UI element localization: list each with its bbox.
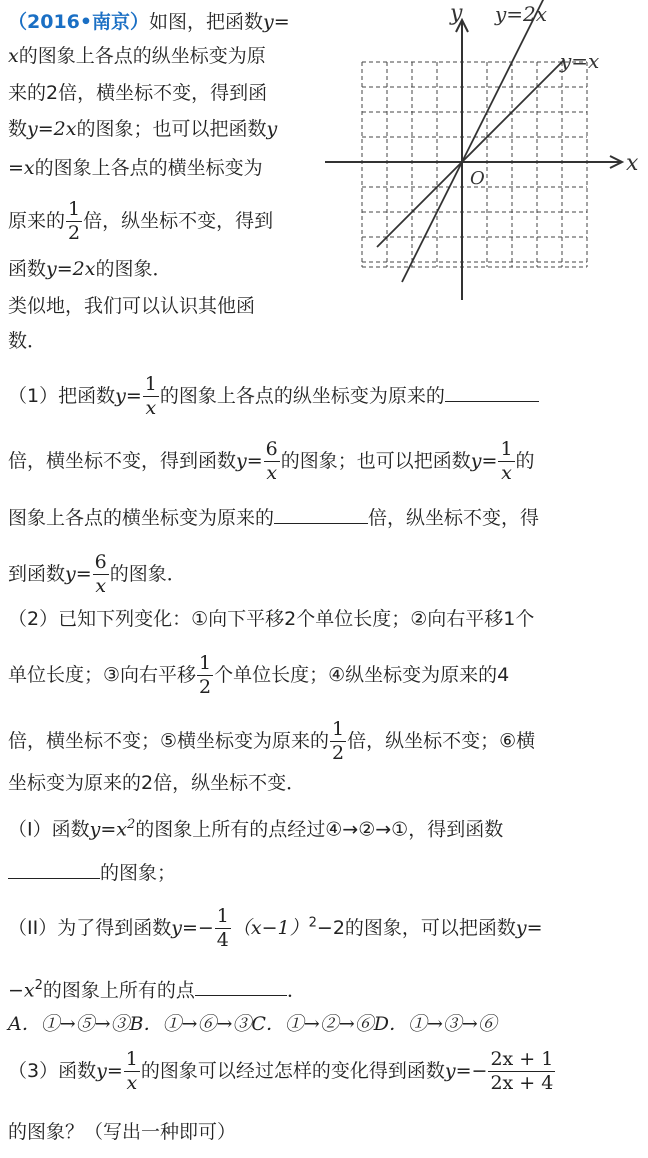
q2-sub2-answer-line: $-x^2$的图象上所有的点 ． <box>8 978 306 1002</box>
fraction-one-half: $\frac{1}{2}$ <box>199 652 212 698</box>
answer-blank-4[interactable] <box>195 977 287 996</box>
line-label-y-2x: y=2x <box>495 2 548 26</box>
intro-line-1: （2016•南京）如图，把函数y= <box>8 11 290 33</box>
q1-line-3: 图象上各点的横坐标变为原来的 倍，纵坐标不变，得 <box>8 507 540 529</box>
intro-line-2: x的图象上各点的纵坐标变为原 <box>8 45 266 67</box>
answer-blank-2[interactable] <box>274 505 368 524</box>
q1-line-1: （1）把函数y= $\frac{1}{x}$ 的图象上各点的纵坐标变为原来的 <box>8 375 539 418</box>
function-line-yx <box>377 60 565 248</box>
intro-line-7: 函数y=2x的图象． <box>8 258 172 280</box>
intro-line-6: 原来的 $\frac{1}{2}$ 倍，纵坐标不变，得到 <box>8 198 274 244</box>
intro-line-8: 类似地，我们可以认识其他函 <box>8 295 256 317</box>
coordinate-graph <box>320 0 648 305</box>
q2-line-4: 坐标变为原来的2倍，纵坐标不变． <box>8 772 306 794</box>
q1-line-4: 到函数y= $\frac{6}{x}$ 的图象． <box>8 551 186 597</box>
answer-blank-1[interactable] <box>445 383 539 402</box>
fraction-1-over-x: $\frac{1}{x}$ <box>500 438 513 484</box>
q2-line-2: 单位长度；③向右平移 $\frac{1}{2}$ 个单位长度；④纵坐标变为原来的4 <box>8 652 510 698</box>
q2-sub1-answer-line: 的图象； <box>8 860 176 886</box>
source-tag: （2016•南京） <box>8 11 150 33</box>
fraction-one-quarter: $\frac{1}{4}$ <box>216 905 229 951</box>
fraction-1-over-x: $\frac{1}{x}$ <box>144 373 157 419</box>
intro-line-3: 来的2倍，横坐标不变，得到函 <box>8 82 268 104</box>
y-axis-label: y <box>450 1 463 26</box>
x-axis-label: x <box>626 151 639 176</box>
q2-line-3: 倍，横坐标不变；⑤横坐标变为原来的 $\frac{1}{2}$ 倍，纵坐标不变；⑥横 <box>8 718 536 764</box>
fraction-one-half: $\frac{1}{2}$ <box>332 718 345 764</box>
fraction-6-over-x: $\frac{6}{x}$ <box>265 438 278 484</box>
q3-line-1: （3）函数y= $\frac{1}{x}$ 的图象可以经过怎样的变化得到函数y=− $\frac{2x + 1}{2x + 4}$ <box>8 1048 554 1094</box>
q2-sub1-line: （I）函数$y=x^2$的图象上所有的点经过④→②→①，得到函数 <box>8 817 504 841</box>
q1-line-2: 倍，横坐标不变，得到函数y= $\frac{6}{x}$ 的图象；也可以把函数y= $\frac{1}{x}$ 的 <box>8 438 535 484</box>
intro-line-9: 数． <box>8 330 47 352</box>
fraction-one-half: $\frac{1}{2}$ <box>68 198 81 244</box>
intro-line-4: 数y=2x的图象；也可以把函数y <box>8 118 278 140</box>
answer-blank-3[interactable] <box>8 860 100 879</box>
fraction-1-over-x: $\frac{1}{x}$ <box>125 1048 138 1094</box>
q3-line-2: 的图象？（写出一种即可） <box>8 1121 237 1143</box>
origin-label: O <box>470 168 485 189</box>
q2-options: A．①→⑤→③B．①→⑥→③C．①→②→⑥D．①→③→⑥ <box>8 1013 497 1035</box>
q2-sub2-line: （II）为了得到函数y=− $\frac{1}{4}$ $(x-1)^2-2$的图象，可以把函数y= <box>8 905 543 951</box>
function-lines <box>377 0 572 282</box>
intro-line-5: =x的图象上各点的横坐标变为 <box>8 157 263 179</box>
line-label-y-x: y=x <box>560 49 600 73</box>
fraction-6-over-x: $\frac{6}{x}$ <box>94 551 107 597</box>
q2-line-1: （2）已知下列变化：①向下平移2个单位长度；②向右平移1个 <box>8 608 535 630</box>
grid <box>362 62 587 267</box>
fraction-2x-plus-1-over-2x-plus-4: $\frac{2x + 1}{2x + 4}$ <box>490 1048 554 1094</box>
